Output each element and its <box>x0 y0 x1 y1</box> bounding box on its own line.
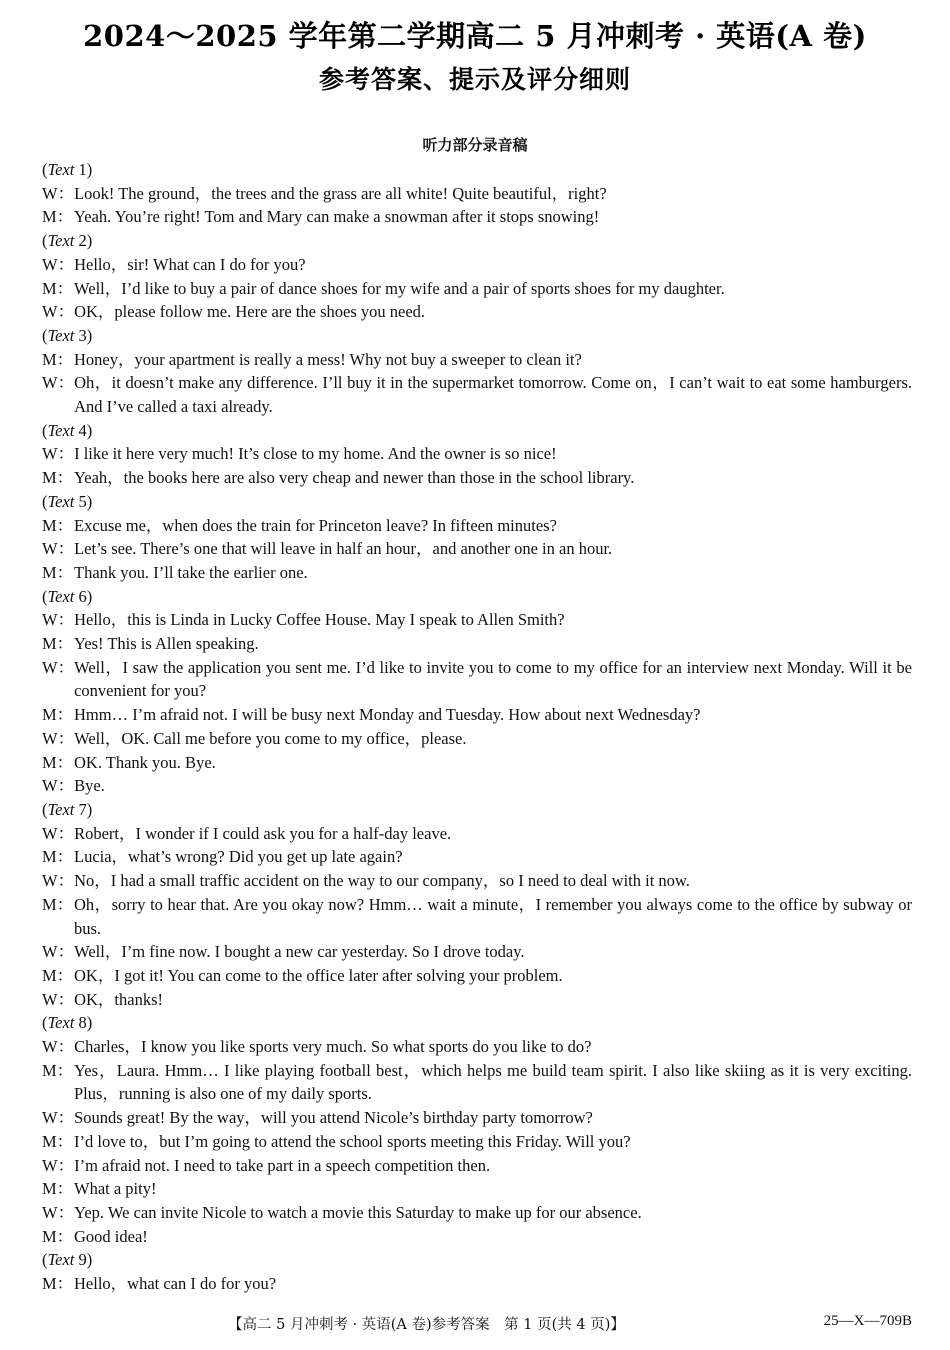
dialogue-text: Robert，I wonder if I could ask you for a half-day leave. <box>74 823 452 843</box>
text-label-number: 1) <box>78 160 93 179</box>
speaker-label: W： <box>42 823 75 843</box>
speaker-label: W： <box>42 942 75 962</box>
dialogue-text: Lucia，what’s wrong? Did you get up late again? <box>74 847 403 867</box>
dialogue-text: Hmm… I’m afraid not. I will be busy next Monday and Tuesday. How about next Wednesday? <box>74 705 701 725</box>
dialogue-text: Charles，I know you like sports very much. So what sports do you like to do? <box>74 1037 592 1057</box>
text-label-number: 5) <box>78 491 93 511</box>
speaker-label: M： <box>42 847 74 867</box>
speaker-label: W： <box>42 1108 75 1128</box>
speaker-label: M： <box>42 207 74 227</box>
speaker-label: M： <box>42 1131 74 1151</box>
text-label-paren: ( <box>42 1013 48 1033</box>
dialogue-text: Excuse me，when does the train for Princeton leave? In fifteen minutes? <box>74 515 557 535</box>
dialogue-line <box>42 348 912 372</box>
dialogue-line <box>42 1035 912 1059</box>
text-label <box>42 419 912 443</box>
page-subtitle: 参考答案、提示及评分细则 <box>318 65 631 94</box>
dialogue-text: OK，please follow me. Here are the shoes you need. <box>74 302 426 322</box>
speaker-label: W： <box>42 728 75 748</box>
dialogue-line <box>42 869 912 893</box>
speaker-label: M： <box>42 1274 74 1294</box>
text-label-word: Text <box>47 799 75 819</box>
dialogue-text: Oh，it doesn’t make any difference. I’ll buy it in the supermarket tomorrow. Come on，I can’t wait to eat some hamburgers. And I’ve called a taxi already. <box>74 373 912 417</box>
dialogue-text: I’m afraid not. I need to take part in a speech competition then. <box>74 1155 491 1175</box>
dialogue-line <box>42 1059 912 1106</box>
dialogue-text: Yep. We can invite Nicole to watch a movie this Saturday to make up for our absence. <box>74 1202 642 1222</box>
dialogue-text: What a pity! <box>74 1179 157 1199</box>
speaker-label: W： <box>42 989 75 1009</box>
text-label-paren: ( <box>42 799 48 819</box>
dialogue-line <box>42 1201 912 1225</box>
speaker-label: W： <box>42 444 75 464</box>
dialogue-text: Good idea! <box>74 1226 148 1246</box>
text-label <box>42 585 912 609</box>
dialogue-line <box>42 774 912 798</box>
dialogue-line <box>42 561 912 585</box>
speaker-label: M： <box>42 468 74 488</box>
dialogue-text: Yes，Laura. Hmm… I like playing football best，which helps me build team spirit. I also like skiing as it is very exciting. Plus，running is also one of my daily sports. <box>74 1060 912 1104</box>
dialogue-line <box>42 205 912 229</box>
dialogue-line <box>42 988 912 1012</box>
speaker-label: M： <box>42 1060 74 1080</box>
page-footer <box>0 1313 950 1337</box>
speaker-label: W： <box>42 1037 75 1057</box>
dialogue-line <box>42 277 912 301</box>
text-label-paren: ( <box>42 160 48 179</box>
text-label-paren: ( <box>42 325 48 345</box>
dialogue-line <box>42 727 912 751</box>
text-label-word: Text <box>47 1250 75 1270</box>
dialogue-text: Sounds great! By the way，will you attend Nicole’s birthday party tomorrow? <box>74 1108 593 1128</box>
text-label-number: 7) <box>78 799 93 819</box>
dialogue-line <box>42 656 912 703</box>
listening-transcript <box>42 158 912 1296</box>
speaker-label: M： <box>42 1226 74 1246</box>
text-label <box>42 798 912 822</box>
dialogue-line <box>42 371 912 418</box>
dialogue-text: Hello，what can I do for you? <box>74 1274 277 1294</box>
dialogue-line <box>42 182 912 206</box>
text-label-number: 9) <box>78 1250 93 1270</box>
speaker-label: W： <box>42 373 75 393</box>
dialogue-line <box>42 466 912 490</box>
footer-exam-code: 25—X—709B <box>823 1313 912 1329</box>
dialogue-line <box>42 632 912 656</box>
dialogue-line <box>42 940 912 964</box>
dialogue-text: Well，I’m fine now. I bought a new car yesterday. So I drove today. <box>74 942 525 962</box>
dialogue-text: Hello，sir! What can I do for you? <box>74 254 306 274</box>
dialogue-text: Hello，this is Linda in Lucky Coffee House. May I speak to Allen Smith? <box>74 610 565 630</box>
text-label-number: 2) <box>78 231 93 251</box>
text-label-number: 3) <box>78 325 93 345</box>
text-label-paren: ( <box>42 1250 48 1270</box>
text-label-word: Text <box>47 491 75 511</box>
text-label-word: Text <box>47 160 75 179</box>
speaker-label: M： <box>42 634 74 654</box>
text-label-number: 6) <box>78 586 93 606</box>
dialogue-text: Honey，your apartment is really a mess! Why not buy a sweeper to clean it? <box>74 349 582 369</box>
text-label-word: Text <box>47 1013 75 1033</box>
dialogue-line <box>42 893 912 940</box>
dialogue-text: Yes! This is Allen speaking. <box>74 634 259 654</box>
text-label-word: Text <box>47 325 75 345</box>
text-label-paren: ( <box>42 231 48 251</box>
speaker-label: W： <box>42 1155 75 1175</box>
text-label-word: Text <box>47 420 75 440</box>
dialogue-text: No，I had a small traffic accident on the way to our company，so I need to deal with it now. <box>74 871 690 891</box>
speaker-label: W： <box>42 610 75 630</box>
speaker-label: M： <box>42 965 74 985</box>
speaker-label: M： <box>42 349 74 369</box>
text-label-number: 4) <box>78 420 93 440</box>
dialogue-line <box>42 253 912 277</box>
text-label-paren: ( <box>42 491 48 511</box>
dialogue-line <box>42 300 912 324</box>
speaker-label: W： <box>42 776 75 796</box>
speaker-label: M： <box>42 705 74 725</box>
text-label <box>42 324 912 348</box>
text-label-paren: ( <box>42 420 48 440</box>
speaker-label: W： <box>42 1202 75 1222</box>
speaker-label: M： <box>42 562 74 582</box>
text-label <box>42 1248 912 1272</box>
speaker-label: W： <box>42 539 75 559</box>
dialogue-text: Yeah. You’re right! Tom and Mary can make a snowman after it stops snowing! <box>74 207 600 227</box>
text-label-paren: ( <box>42 586 48 606</box>
speaker-label: W： <box>42 871 75 891</box>
text-label <box>42 1011 912 1035</box>
dialogue-text: I like it here very much! It’s close to my home. And the owner is so nice! <box>74 444 557 464</box>
dialogue-line <box>42 751 912 775</box>
text-label <box>42 490 912 514</box>
dialogue-line <box>42 537 912 561</box>
section-title: 听力部分录音稿 <box>422 136 528 154</box>
dialogue-text: OK. Thank you. Bye. <box>74 752 216 772</box>
speaker-label: M： <box>42 894 74 914</box>
dialogue-text: Bye. <box>74 776 105 796</box>
dialogue-text: Look! The ground，the trees and the grass are all white! Quite beautiful，right? <box>74 183 607 203</box>
dialogue-line <box>42 1272 912 1296</box>
dialogue-line <box>42 1177 912 1201</box>
text-label <box>42 158 912 182</box>
dialogue-line <box>42 1130 912 1154</box>
text-label <box>42 229 912 253</box>
speaker-label: W： <box>42 657 75 677</box>
dialogue-text: I’d love to，but I’m going to attend the school sports meeting this Friday. Will you? <box>74 1131 631 1151</box>
dialogue-text: Well，I’d like to buy a pair of dance shoes for my wife and a pair of sports shoes for my daughter. <box>74 278 725 298</box>
speaker-label: M： <box>42 515 74 535</box>
dialogue-text: Let’s see. There’s one that will leave in half an hour，and another one in an hour. <box>74 539 613 559</box>
dialogue-line <box>42 1106 912 1130</box>
dialogue-line <box>42 608 912 632</box>
text-label-word: Text <box>47 231 75 251</box>
dialogue-text: Thank you. I’ll take the earlier one. <box>74 562 308 582</box>
page-title: 2024～2025 学年第二学期高二 5 月冲刺考 · 英语(A 卷) <box>83 19 867 53</box>
dialogue-text: Oh，sorry to hear that. Are you okay now? Hmm… wait a minute，I remember you always come to the office by subway or bus. <box>74 894 912 938</box>
text-label-number: 8) <box>78 1013 93 1033</box>
speaker-label: M： <box>42 1179 74 1199</box>
dialogue-text: Well，I saw the application you sent me. I’d like to invite you to come to my office for an interview next Monday. Will it be convenient for you? <box>74 657 912 701</box>
dialogue-line <box>42 1225 912 1249</box>
dialogue-line <box>42 442 912 466</box>
footer-page-info: 【高二 5 月冲刺考 · 英语(A 卷)参考答案 第 1 页(共 4 页)】 <box>228 1317 625 1333</box>
dialogue-text: OK，I got it! You can come to the office later after solving your problem. <box>74 965 563 985</box>
speaker-label: W： <box>42 302 75 322</box>
dialogue-line <box>42 1154 912 1178</box>
dialogue-line <box>42 964 912 988</box>
dialogue-line <box>42 845 912 869</box>
dialogue-line <box>42 703 912 727</box>
speaker-label: M： <box>42 752 74 772</box>
speaker-label: W： <box>42 254 75 274</box>
dialogue-line <box>42 822 912 846</box>
dialogue-text: Well，OK. Call me before you come to my office，please. <box>74 728 467 748</box>
speaker-label: M： <box>42 278 74 298</box>
dialogue-line <box>42 514 912 538</box>
dialogue-text: OK，thanks! <box>74 989 163 1009</box>
dialogue-text: Yeah，the books here are also very cheap and newer than those in the school library. <box>74 468 635 488</box>
speaker-label: W： <box>42 183 75 203</box>
text-label-word: Text <box>47 586 75 606</box>
